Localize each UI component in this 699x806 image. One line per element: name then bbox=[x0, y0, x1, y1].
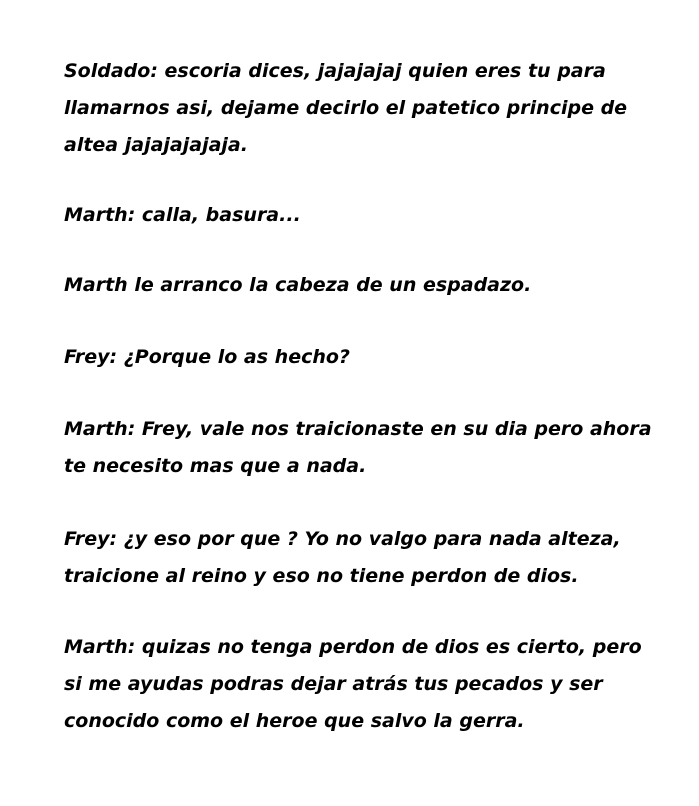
text-line: Marth: quizas no tenga perdon de dios es cierto, pero bbox=[64, 636, 642, 658]
text-line: altea jajajajajaja. bbox=[64, 134, 248, 156]
text-line: Marth: Frey, vale nos traicionaste en su dia pero ahora bbox=[64, 418, 652, 440]
text-line: Marth: calla, basura... bbox=[64, 204, 301, 226]
paragraph-marth-frey bbox=[64, 411, 664, 485]
paragraph-frey-answer bbox=[64, 521, 664, 595]
paragraph-frey-question bbox=[64, 339, 664, 376]
text-line: Frey: ¿y eso por que ? Yo no valgo para nada alteza, bbox=[64, 528, 621, 550]
text-line: si me ayudas podras dejar atrás tus pecados y ser bbox=[64, 673, 603, 695]
text-line: Soldado: escoria dices, jajajajaj quien eres tu para bbox=[64, 60, 606, 82]
paragraph-narration bbox=[64, 267, 664, 304]
text-line: llamarnos asi, dejame decirlo el patetico principe de bbox=[64, 97, 628, 119]
paragraph-soldado bbox=[64, 53, 664, 164]
paragraph-marth-calla bbox=[64, 197, 664, 234]
text-line: Marth le arranco la cabeza de un espadazo. bbox=[64, 274, 532, 296]
text-line: traicione al reino y eso no tiene perdon de dios. bbox=[64, 565, 579, 587]
text-line: Frey: ¿Porque lo as hecho? bbox=[64, 346, 350, 368]
text-line: te necesito mas que a nada. bbox=[64, 455, 367, 477]
paragraph-marth-heroe bbox=[64, 629, 664, 740]
text-line: conocido como el heroe que salvo la gerra. bbox=[64, 710, 525, 732]
